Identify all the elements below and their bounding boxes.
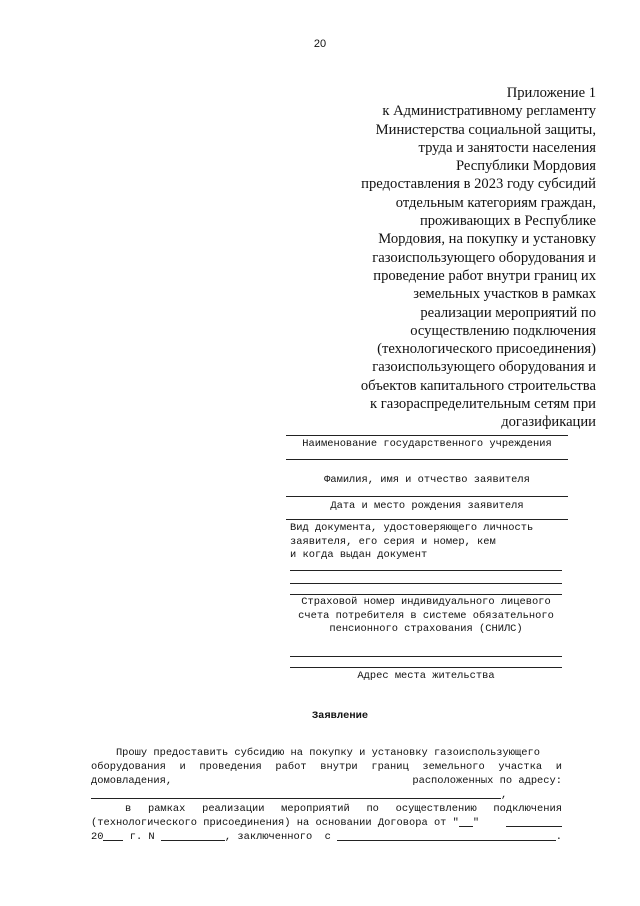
contract-year-blank[interactable] (103, 830, 123, 841)
statement-line-2 (91, 760, 562, 774)
appendix-line: земельных участков в рамках (413, 286, 596, 303)
appendix-line: газоиспользующего оборудования и (372, 359, 596, 376)
document-line[interactable] (286, 519, 568, 520)
appendix-line: предоставления в 2023 году субсидий (361, 176, 596, 193)
appendix-line: реализации мероприятий по (420, 304, 596, 321)
statement-word: внутри (320, 761, 358, 773)
page-number: 20 (313, 38, 327, 50)
appendix-line: труда и занятости населения (418, 139, 596, 156)
appendix-line: газоиспользующего оборудования и (372, 249, 596, 266)
address-line-2[interactable] (290, 667, 562, 668)
document-caption: Вид документа, удостоверяющего личность заявителя, его серия и номер, кем и когда выдан документ (290, 522, 534, 562)
contract-day-blank[interactable] (459, 816, 473, 827)
document-extra-line-1[interactable] (290, 570, 562, 571)
address-line-1[interactable] (290, 656, 562, 657)
statement-word: работ (275, 761, 307, 773)
document-extra-line-2[interactable] (290, 583, 562, 584)
statement-word: подключения (493, 803, 562, 815)
birth-line[interactable] (286, 496, 568, 497)
contract-party-blank[interactable] (337, 830, 556, 841)
institution-caption: Наименование государственного учреждения (302, 438, 552, 450)
appendix-line: отдельным категориям граждан, (395, 194, 596, 211)
appendix-line: (технологического присоединения) (377, 341, 596, 358)
snils-caption: Страховой номер индивидуального лицевого счета потребителя в системе обязательного пенсионного страхования (СНИЛС) (298, 596, 554, 636)
statement-word: и (555, 761, 562, 773)
statement-word: рамках (147, 803, 186, 815)
statement-word: и (179, 761, 186, 773)
statement-word: осуществлению (395, 803, 477, 815)
contract-month-blank[interactable] (506, 816, 562, 827)
statement-word: участка (498, 761, 543, 773)
statement-word: земельного (422, 761, 485, 773)
appendix-line: Министерства социальной защиты, (375, 121, 596, 138)
fio-caption: Фамилия, имя и отчество заявителя (324, 474, 530, 486)
statement-word: границ (371, 761, 409, 773)
statement-word: реализации (202, 803, 265, 815)
statement-line-5 (91, 802, 562, 816)
contract-number-blank[interactable] (161, 830, 225, 841)
appendix-line: Приложение 1 (506, 85, 596, 101)
appendix-line: проведение работ внутри границ их (373, 267, 596, 284)
appendix-line: к газораспределительным сетям при (370, 396, 596, 413)
appendix-line: Республики Мордовия (455, 158, 596, 175)
appendix-line: догазификации (501, 414, 596, 431)
statement-word: в (125, 803, 132, 815)
address-fill-blank[interactable] (91, 788, 501, 799)
birth-caption: Дата и место рождения заявителя (330, 500, 524, 512)
address-caption: Адрес места жительства (357, 670, 495, 682)
statement-word: проведения (199, 761, 262, 773)
snils-line[interactable] (290, 594, 562, 595)
appendix-line: объектов капитального строительства (360, 377, 596, 394)
statement-line-6: (технологического присоединения) на основании Договора от " " (91, 816, 562, 830)
fio-line[interactable] (286, 459, 568, 460)
statement-line-7: 20 г. N , заключенного с . (91, 831, 562, 843)
institution-line[interactable] (286, 435, 568, 436)
statement-title: Заявление (311, 710, 369, 722)
statement-word: оборудования (91, 761, 166, 773)
statement-word: по (366, 803, 379, 815)
appendix-header (296, 84, 596, 432)
statement-word: мероприятий (281, 803, 350, 815)
appendix-line: осуществлению подключения (410, 322, 596, 339)
statement-line-3: домовладения, расположенных по адресу: (91, 775, 562, 787)
appendix-line: проживающих в Республике (419, 213, 596, 230)
statement-body (91, 746, 562, 844)
appendix-line: к Административному регламенту (382, 103, 596, 120)
appendix-line: Мордовия, на покупку и установку (378, 231, 596, 248)
statement-line-4: , (91, 788, 562, 802)
statement-line-1: Прошу предоставить субсидию на покупку и установку газоиспользующего (91, 747, 540, 759)
